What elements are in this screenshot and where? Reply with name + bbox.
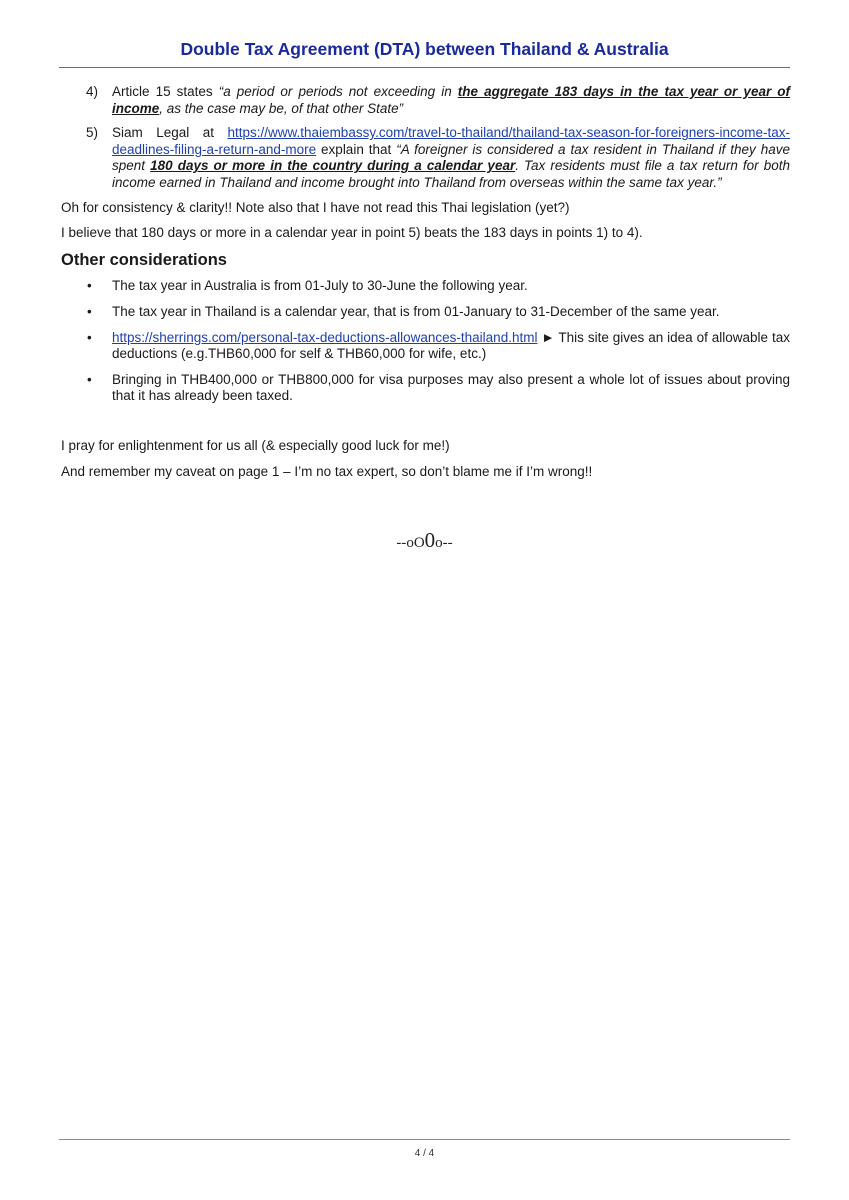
numbered-item-5 bbox=[61, 125, 790, 191]
numbered-item-4 bbox=[61, 84, 790, 117]
list-item: • The tax year in Australia is from 01-July to 30-June the following year. bbox=[87, 278, 528, 294]
paragraph-belief: I believe that 180 days or more in a calendar year in point 5) beats the 183 days in points 1) to 4). bbox=[61, 225, 643, 241]
page-title: Double Tax Agreement (DTA) between Thailand & Australia bbox=[180, 39, 669, 59]
list-item: • https://sherrings.com/personal-tax-deductions-allowances-thailand.html ► This site gives an idea of allowable tax deductions (e.g.THB60,000 for self & THB60,000 for wife, etc.) bbox=[87, 329, 790, 362]
item-text: Siam Legal at https://www.thaiembassy.com/travel-to-thailand/thailand-tax-season-for-foreigners-income-tax-deadlines-filing-a-return-and-more explain that “A foreigner is considered a tax resident in Thailand if they have spent 180 days or more in the country during a calendar year. Tax residents must file a tax return for both income earned in Thailand and income brought into Thailand from overseas within the same tax year.” bbox=[112, 125, 791, 190]
bullet-icon: • bbox=[87, 371, 92, 387]
thaiembassy-link[interactable]: https://www.thaiembassy.com/travel-to-thailand/thailand-tax-season-for-foreigners-income-tax-deadlines-filing-a-return-and-more bbox=[112, 125, 790, 157]
end-mark: --oO0o-- bbox=[396, 528, 453, 552]
item-number: 5) bbox=[86, 125, 99, 141]
item-text: Article 15 states “a period or periods not exceeding in the aggregate 183 days in the tax year or year of income, as the case may be, of that other State” bbox=[112, 84, 791, 116]
bullet-icon: • bbox=[87, 303, 92, 319]
considerations-list bbox=[61, 278, 790, 405]
closing-prayer: I pray for enlightenment for us all (& especially good luck for me!) bbox=[61, 437, 450, 453]
item-number: 4) bbox=[86, 84, 99, 99]
bullet-icon: • bbox=[87, 278, 92, 294]
header-divider bbox=[59, 67, 790, 68]
document-body bbox=[61, 84, 790, 489]
page-number: 4 / 4 bbox=[414, 1148, 435, 1159]
sherrings-link[interactable]: https://sherrings.com/personal-tax-deductions-allowances-thailand.html bbox=[112, 329, 538, 345]
list-item: • Bringing in THB400,000 or THB800,000 for visa purposes may also present a whole lot of issues about proving that it has already been taxed. bbox=[87, 371, 790, 404]
section-heading: Other considerations bbox=[61, 250, 227, 269]
emphasized-text: the aggregate 183 days in the tax year or year of income bbox=[112, 84, 791, 116]
closing-caveat: And remember my caveat on page 1 – I’m no tax expert, so don’t blame me if I’m wrong!! bbox=[61, 463, 593, 479]
emphasized-text: 180 days or more in the country during a calendar year bbox=[150, 158, 516, 174]
paragraph-consistency: Oh for consistency & clarity!! Note also that I have not read this Thai legislation (yet?) bbox=[61, 199, 570, 215]
footer-divider bbox=[59, 1139, 790, 1140]
bullet-icon: • bbox=[87, 329, 92, 345]
list-item: • The tax year in Thailand is a calendar year, that is from 01-January to 31-December of the same year. bbox=[87, 303, 720, 319]
